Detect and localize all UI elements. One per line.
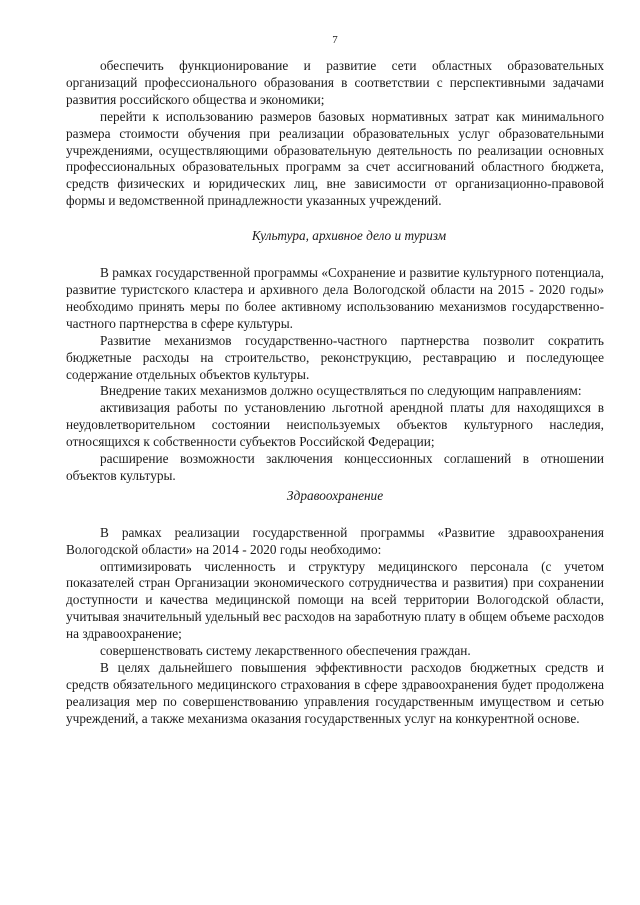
document-body [66, 58, 604, 728]
health-paragraph-2: оптимизировать численность и структуру медицинского персонала (с учетом показателей стран Организации экономического сотрудничества и развития) при сохранении доступности и качества медицинской помощи на всей территории Вологодской области, учитывая значительный удельный вес расходов на заработную плату в общем объеме расходов на здравоохранение; [66, 558, 604, 642]
culture-paragraph-1: В рамках государственной программы «Сохранение и развитие культурного потенциала, развитие туристского кластера и архивного дела Вологодской области на 2015 - 2020 годы» необходимо принять меры по более активному использованию механизмов государственно-частного партнерства в сфере культуры. [66, 265, 604, 331]
section-heading-culture: Культура, архивное дело и туризм [251, 228, 447, 244]
section-heading-health: Здравоохранение [286, 487, 384, 503]
culture-paragraph-4: активизация работы по установлению льготной арендной платы для находящихся в неудовлетворительном состоянии неиспользуемых объектов культурного наследия, относящихся к собственности субъектов Российской Федерации; [66, 400, 604, 450]
culture-paragraph-2: Развитие механизмов государственно-частного партнерства позволит сократить бюджетные расходы на строительство, реконструкцию, реставрацию и последующее содержание отдельных объектов культуры. [66, 332, 604, 382]
intro-paragraph-1: обеспечить функционирование и развитие сети областных образовательных организаций профессионального образования в соответствии с перспективными задачами развития российского общества и экономики; [66, 58, 604, 107]
culture-paragraph-5: расширение возможности заключения концессионных соглашений в отношении объектов культуры. [66, 451, 604, 483]
health-paragraph-1: В рамках реализации государственной программы «Развитие здравоохранения Вологодской области» на 2014 - 2020 годы необходимо: [66, 524, 604, 557]
culture-paragraph-3: Внедрение таких механизмов должно осуществляться по следующим направлениям: [100, 383, 582, 399]
health-paragraph-4: В целях дальнейшего повышения эффективности расходов бюджетных средств и средств обязательного медицинского страхования в сфере здравоохранения будет продолжена реализация мер по совершенствованию управления государственным имуществом и сетью учреждений, а также механизма оказания государственных услуг на конкурентной основе. [66, 660, 604, 726]
page-number: 7 [332, 34, 338, 46]
health-paragraph-3: совершенствовать систему лекарственного обеспечения граждан. [100, 643, 471, 659]
intro-paragraph-2: перейти к использованию размеров базовых нормативных затрат как минимального размера стоимости обучения при реализации образовательных услуг образовательными учреждениями, осуществляющими образовательную деятельность по реализации основных профессиональных образовательных программ за счет ассигнований областного бюджета, средств физических и юридических лиц, вне зависимости от организационно-правовой формы и ведомственной принадлежности указанных учреждений. [66, 108, 604, 209]
